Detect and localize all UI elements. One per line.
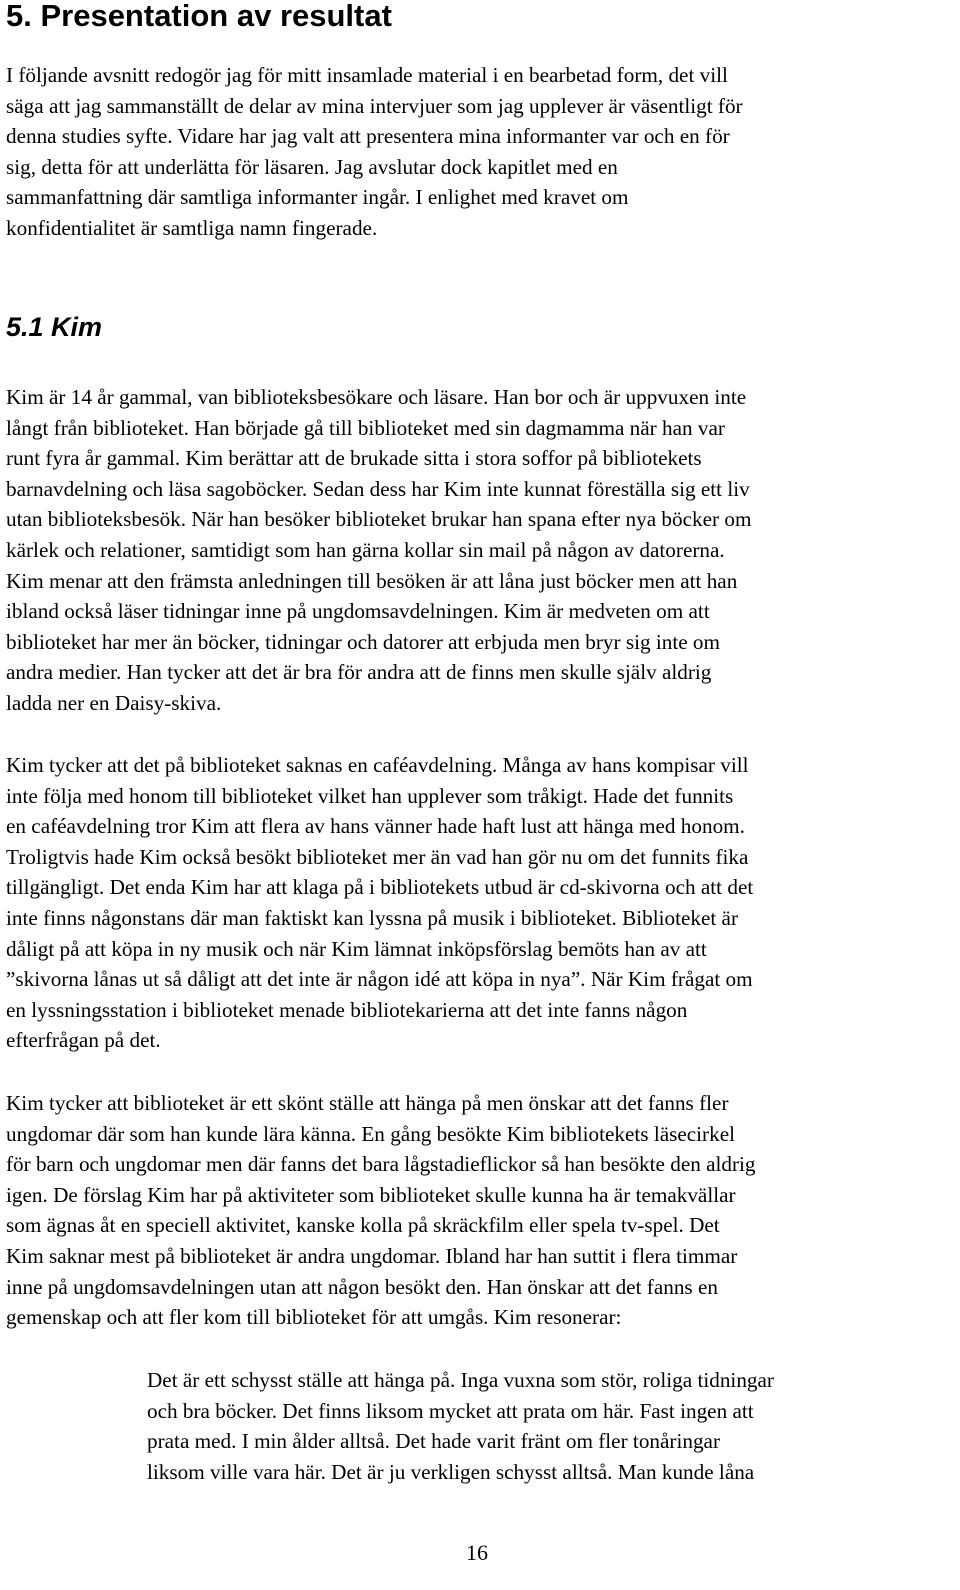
text-line: igen. De förslag Kim har på aktiviteter som biblioteket skulle kunna ha är temakvällar bbox=[6, 1182, 736, 1207]
subsection-heading: 5.1 Kim bbox=[6, 312, 103, 342]
text-line: I följande avsnitt redogör jag för mitt insamlade material i en bearbetad form, det vill bbox=[6, 63, 728, 87]
quote-line: prata med. I min ålder alltså. Det hade varit fränt om fler tonåringar bbox=[147, 1429, 721, 1454]
text-line: andra medier. Han tycker att det är bra för andra att de finns men skulle själv aldrig bbox=[6, 660, 712, 685]
interview-quote bbox=[147, 1365, 947, 1487]
text-line: gemenskap och att fler kom till biblioteket för att umgås. Kim resonerar: bbox=[6, 1305, 622, 1330]
text-line: som ägnas åt en speciell aktivitet, kanske kolla på skräckfilm eller spela tv-spel. Det bbox=[6, 1213, 720, 1238]
text-line: ungdomar där som han kunde lära känna. En gång besökte Kim bibliotekets läsecirkel bbox=[6, 1121, 735, 1146]
text-line: biblioteket har mer än böcker, tidningar och datorer att erbjuda men bryr sig inte om bbox=[6, 629, 720, 654]
text-line: Kim tycker att biblioteket är ett skönt ställe att hänga på men önskar att det fanns fler bbox=[6, 1091, 729, 1115]
text-line: efterfrågan på det. bbox=[6, 1028, 161, 1053]
text-line: ladda ner en Daisy-skiva. bbox=[6, 690, 222, 715]
text-line: ”skivorna lånas ut så dåligt att det inte är någon idé att köpa in nya”. När Kim frågat om bbox=[6, 967, 753, 992]
text-line: en caféavdelning tror Kim att flera av hans vänner hade haft lust att hänga med honom. bbox=[6, 814, 745, 839]
text-line: inte finns någonstans där man faktiskt kan lyssna på musik i biblioteket. Biblioteket är bbox=[6, 905, 739, 930]
text-line: ibland också läser tidningar inne på ungdomsavdelningen. Kim är medveten om att bbox=[6, 599, 710, 624]
quote-line: liksom ville vara här. Det är ju verkligen schysst alltså. Man kunde låna bbox=[147, 1459, 755, 1484]
intro-paragraph bbox=[6, 60, 952, 244]
text-line: långt från biblioteket. Han började gå till biblioteket med sin dagmamma när han var bbox=[6, 415, 725, 440]
text-line: Kim menar att den främsta anledningen till besöken är att låna just böcker men att han bbox=[6, 568, 738, 593]
page-number: 16 bbox=[466, 1540, 488, 1565]
text-line: Troligtvis hade Kim också besökt biblioteket mer än vad han gör nu om det funnits fika bbox=[6, 844, 749, 869]
text-line: runt fyra år gammal. Kim berättar att de brukade sitta i stora soffor på bibliotekets bbox=[6, 446, 702, 471]
text-line: sig, detta för att underlätta för läsaren. Jag avslutar dock kapitlet med en bbox=[6, 154, 618, 179]
text-line: denna studies syfte. Vidare har jag valt att presentera mina informanter var och en för bbox=[6, 124, 730, 149]
section-heading: 5. Presentation av resultat bbox=[6, 0, 392, 33]
text-line: barnavdelning och läsa sagoböcker. Sedan dess har Kim inte kunnat föreställa sig ett liv bbox=[6, 476, 750, 501]
text-line: tillgängligt. Det enda Kim har att klaga på i bibliotekets utbud är cd-skivorna och att det bbox=[6, 875, 754, 900]
kim-paragraph-2 bbox=[6, 750, 952, 1056]
kim-paragraph-3 bbox=[6, 1088, 952, 1333]
text-line: för barn och ungdomar men där fanns det bara lågstadieflickor så han besökte den aldrig bbox=[6, 1152, 756, 1177]
text-line: kärlek och relationer, samtidigt som han gärna kollar sin mail på någon av datorerna. bbox=[6, 537, 725, 562]
text-line: utan biblioteksbesök. När han besöker biblioteket brukar han spana efter nya böcker om bbox=[6, 507, 752, 532]
text-line: säga att jag sammanställt de delar av mina intervjuer som jag upplever är väsentligt för bbox=[6, 93, 743, 118]
text-line: inte följa med honom till biblioteket vilket han upplever som tråkigt. Hade det funnits bbox=[6, 783, 734, 808]
quote-line: Det är ett schysst ställe att hänga på. Inga vuxna som stör, roliga tidningar bbox=[147, 1368, 774, 1392]
text-line: inne på ungdomsavdelningen utan att någon besökt den. Han önskar att det fanns en bbox=[6, 1274, 718, 1299]
text-line: Kim saknar mest på biblioteket är andra ungdomar. Ibland har han suttit i flera timmar bbox=[6, 1243, 738, 1268]
text-line: Kim tycker att det på biblioteket saknas en caféavdelning. Många av hans kompisar vill bbox=[6, 753, 749, 777]
text-line: en lyssningsstation i biblioteket menade bibliotekarierna att det inte fanns någon bbox=[6, 997, 688, 1022]
text-line: konfidentialitet är samtliga namn fingerade. bbox=[6, 215, 378, 240]
text-line: Kim är 14 år gammal, van biblioteksbesökare och läsare. Han bor och är uppvuxen inte bbox=[6, 385, 747, 409]
text-line: sammanfattning där samtliga informanter ingår. I enlighet med kravet om bbox=[6, 185, 629, 210]
text-line: dåligt på att köpa in ny musik och när Kim lämnat inköpsförslag bemöts han av att bbox=[6, 936, 707, 961]
quote-line: och bra böcker. Det finns liksom mycket att prata om här. Fast ingen att bbox=[147, 1398, 754, 1423]
kim-paragraph-1 bbox=[6, 382, 952, 719]
